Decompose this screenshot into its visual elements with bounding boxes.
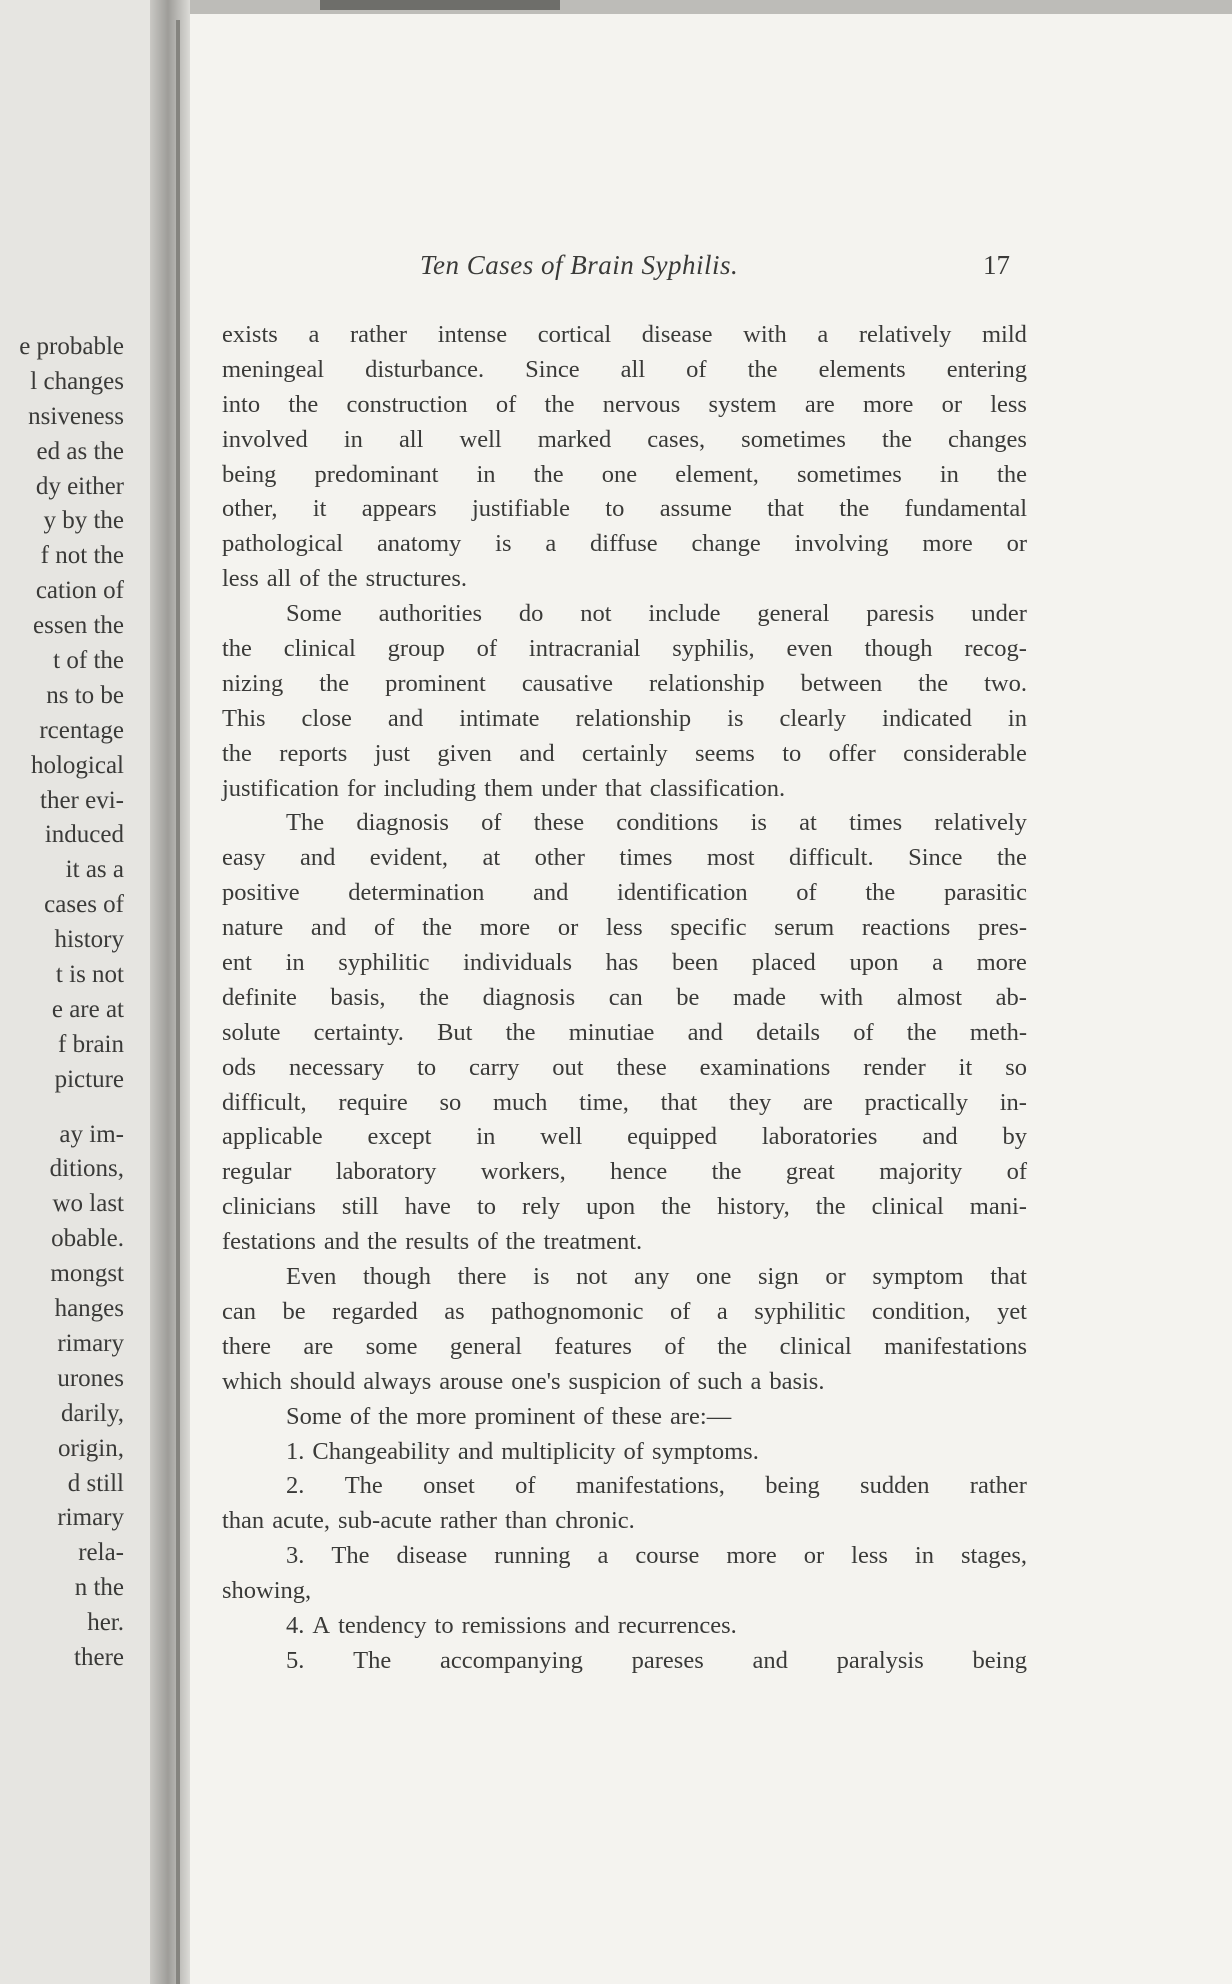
left-page-line: darily, [61, 1399, 124, 1427]
body-line: 1. Changeability and multiplicity of symptoms. [286, 1437, 759, 1465]
left-page-line: e are at [51, 995, 124, 1023]
body-line: This close and intimate relationship is clearly indicated in [222, 704, 1027, 732]
body-line: being predominant in the one element, sometimes in the [222, 460, 1027, 488]
running-head-title: Ten Cases of Brain Syphilis. [420, 250, 739, 280]
body-line: involved in all well marked cases, sometimes the changes [222, 425, 1027, 453]
body-line: Some authorities do not include general paresis under [286, 600, 1027, 628]
left-page-line: rimary [57, 1329, 124, 1357]
left-page-line: rela- [78, 1539, 124, 1567]
left-page-line: rcentage [39, 716, 124, 744]
left-page-line: f brain [58, 1030, 124, 1058]
left-page-line: induced [44, 821, 124, 849]
left-page-line: n the [74, 1574, 124, 1602]
body-line: difficult, require so much time, that they are practically in- [222, 1088, 1027, 1116]
left-page-line: ditions, [49, 1155, 124, 1183]
left-page-line: ay im- [59, 1120, 124, 1148]
body-line: Even though there is not any one sign or symptom that [286, 1263, 1027, 1291]
left-page-line: cases of [44, 891, 124, 919]
left-page-line: l changes [30, 367, 124, 395]
left-page-line: obable. [51, 1225, 124, 1253]
left-page-line: origin, [58, 1434, 124, 1462]
left-page-line: t of the [53, 647, 124, 675]
left-page-line: her. [87, 1609, 124, 1637]
body-line: other, it appears justifiable to assume that the fundamental [222, 495, 1027, 523]
book-gutter [150, 0, 190, 1984]
body-line: 4. A tendency to remissions and recurrences. [286, 1611, 737, 1639]
left-page-line: nsiveness [28, 402, 124, 430]
page-top-edge-dark [320, 0, 560, 10]
body-line: exists a rather intense cortical disease with a relatively mild [222, 321, 1027, 348]
gutter-line [176, 20, 180, 1984]
body-line: applicable except in well equipped laboratories and by [222, 1123, 1027, 1151]
left-page-line: dy either [35, 472, 124, 500]
left-page-line: cation of [35, 577, 124, 605]
left-page-line: mongst [50, 1260, 124, 1288]
body-line: easy and evident, at other times most difficult. Since the [222, 844, 1027, 872]
body-line: 5. The accompanying pareses and paralysis being [286, 1646, 1027, 1674]
body-line: which should always arouse one's suspicion of such a basis. [222, 1367, 825, 1395]
left-page-line: hanges [54, 1295, 124, 1323]
body-line: pathological anatomy is a diffuse change involving more or [222, 530, 1027, 558]
left-page-line: wo last [52, 1190, 124, 1218]
body-line: 3. The disease running a course more or less in stages, [286, 1542, 1027, 1570]
left-page-line: f not the [40, 542, 124, 570]
left-page-text-fragments [0, 330, 124, 1676]
left-page-line: urones [57, 1364, 124, 1392]
left-page-line: it as a [65, 856, 124, 884]
body-line: the clinical group of intracranial syphilis, even though recog- [222, 635, 1027, 663]
body-line: nizing the prominent causative relationship between the two. [222, 669, 1027, 697]
left-page-line: picture [54, 1065, 124, 1093]
body-line: clinicians still have to rely upon the history, the clinical mani- [222, 1193, 1027, 1221]
body-line: less all of the structures. [222, 565, 467, 593]
left-page-line: t is not [55, 961, 124, 989]
left-page-line: there [74, 1643, 124, 1671]
body-line: 2. The onset of manifestations, being sudden rather [286, 1472, 1027, 1500]
body-line: Some of the more prominent of these are:— [286, 1402, 732, 1430]
body-line: positive determination and identification of the parasitic [222, 879, 1027, 907]
body-line: there are some general features of the clinical manifestations [222, 1332, 1027, 1360]
left-page-line: rimary [57, 1504, 124, 1532]
left-page-line: ns to be [46, 681, 124, 709]
body-line: ent in syphilitic individuals has been placed upon a more [222, 949, 1027, 977]
left-page-line: ther evi- [40, 786, 124, 814]
left-page-line: history [54, 926, 124, 954]
page-number: 17 [983, 250, 1010, 280]
left-page-line: essen the [33, 612, 124, 640]
body-line: solute certainty. But the minutiae and details of the meth- [222, 1018, 1027, 1046]
body-line: showing, [222, 1577, 312, 1605]
body-line: justification for including them under that classification. [222, 774, 786, 802]
left-page-line: y by the [43, 507, 124, 535]
body-line: meningeal disturbance. Since all of the elements entering [222, 355, 1027, 383]
body-line: into the construction of the nervous system are more or less [222, 390, 1027, 418]
left-page-line: hological [30, 751, 124, 779]
body-line: can be regarded as pathognomonic of a syphilitic condition, yet [222, 1297, 1027, 1325]
body-line: nature and of the more or less specific serum reactions pres- [222, 914, 1027, 942]
body-line: definite basis, the diagnosis can be made with almost ab- [222, 983, 1027, 1011]
body-line: the reports just given and certainly seems to offer considerable [222, 739, 1027, 767]
left-page-line: d still [67, 1469, 124, 1497]
body-line: festations and the results of the treatment. [222, 1228, 643, 1256]
left-page [0, 0, 172, 1984]
body-line: than acute, sub-acute rather than chronic. [222, 1507, 635, 1535]
running-head [420, 250, 1010, 290]
body-line: ods necessary to carry out these examinations render it so [222, 1053, 1027, 1081]
body-line: regular laboratory workers, hence the great majority of [222, 1158, 1027, 1186]
left-page-line: e probable [19, 333, 124, 360]
body-line: The diagnosis of these conditions is at times relatively [286, 809, 1027, 837]
body-text [222, 318, 1027, 1679]
left-page-line: ed as the [36, 437, 124, 465]
